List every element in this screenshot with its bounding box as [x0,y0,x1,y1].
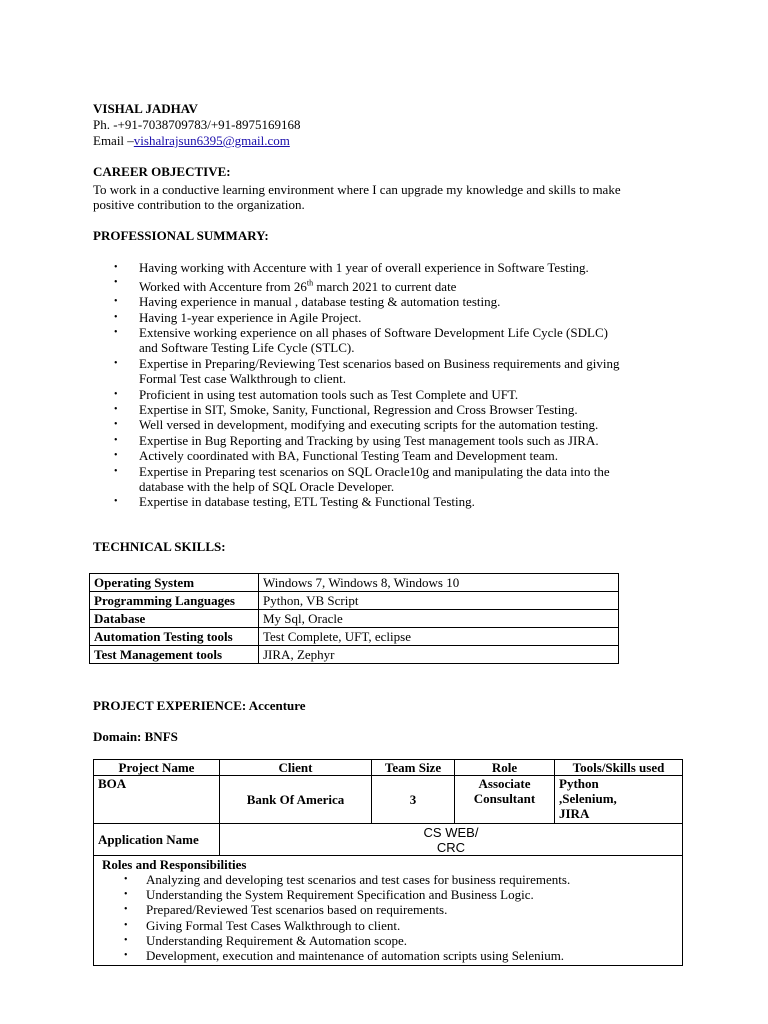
phone-line: Ph. -+91-7038709783/+91-8975169168 [93,117,301,132]
bullet-icon: • [114,326,118,338]
skill-value: Test Complete, UFT, eclipse [259,628,619,646]
summary-item: • Expertise in Preparing/Reviewing Test scenarios based on Business requirements and giving [114,355,620,371]
summary-item: • Expertise in SIT, Smoke, Sanity, Functional, Regression and Cross Browser Testing. [114,401,578,417]
email-label: Email – [93,133,134,148]
summary-item-text: Worked with Accenture from 26th march 2021 to current date [139,278,457,294]
career-objective-line-2: positive contribution to the organization. [93,197,305,212]
bullet-icon: • [114,496,118,508]
bullet-icon: • [114,465,118,477]
project-table [93,759,683,966]
candidate-name: VISHAL JADHAV [93,101,198,116]
role-line: Consultant [473,791,536,806]
table-row [90,646,619,664]
column-header: Role [455,760,555,776]
skill-value: JIRA, Zephyr [259,646,619,664]
skill-category: Database [90,610,259,628]
column-header: Tools/Skills used [555,760,683,776]
summary-item-continuation: database with the help of SQL Oracle Developer. [139,479,395,495]
professional-summary-heading: PROFESSIONAL SUMMARY: [93,228,269,243]
table-row [90,592,619,610]
application-row [94,824,683,856]
tools-line: JIRA [559,806,590,821]
bullet-icon: • [124,889,128,901]
tools-line: Python [559,776,599,791]
bullet-icon: • [124,934,128,946]
column-header: Project Name [94,760,220,776]
skill-category: Automation Testing tools [90,628,259,646]
summary-item: • Having 1-year experience in Agile Project. [114,309,362,325]
application-name-value [220,824,683,856]
bullet-icon: • [114,388,118,400]
bullet-icon: • [114,311,118,323]
roles-cell [94,856,683,966]
responsibility-item: • Development, execution and maintenance of automation scripts using Selenium. [124,948,565,964]
application-line: CRC [436,839,466,855]
responsibility-item: • Understanding the System Requirement Specification and Business Logic. [124,887,534,903]
application-name-label: Application Name [94,824,220,856]
bullet-icon: • [114,296,118,308]
technical-skills-table [89,573,619,664]
table-row [94,776,683,824]
career-objective-line-1: To work in a conductive learning environment where I can upgrade my knowledge and skills to make [93,182,621,197]
email-line [93,133,290,148]
team-size-cell: 3 [372,776,455,824]
bullet-icon: • [114,450,118,462]
bullet-icon: • [114,403,118,415]
bullet-icon: • [124,950,128,962]
table-row [90,610,619,628]
responsibility-item: • Prepared/Reviewed Test scenarios based on requirements. [124,902,448,918]
project-name-cell: BOA [94,776,220,824]
bullet-icon: • [114,419,118,431]
summary-item: • Proficient in using test automation tools such as Test Complete and UFT. [114,386,519,402]
bullet-icon: • [114,357,118,369]
responsibility-item: • Analyzing and developing test scenarios and test cases for business requirements. [124,872,571,887]
summary-item: • Having working with Accenture with 1 year of overall experience in Software Testing. [114,260,589,275]
project-experience-heading: PROJECT EXPERIENCE: Accenture [93,698,306,713]
table-row [90,628,619,646]
summary-item-continuation: and Software Testing Life Cycle (STLC). [139,340,355,356]
table-row [90,574,619,592]
skill-category: Programming Languages [90,592,259,610]
skill-value: My Sql, Oracle [259,610,619,628]
bullet-icon: • [114,434,118,446]
summary-item: • Expertise in Preparing test scenarios on SQL Oracle10g and manipulating the data into the [114,463,610,479]
bullet-icon: • [124,904,128,916]
application-line: CS WEB/ [423,824,479,840]
bullet-icon: • [124,874,128,885]
skill-category: Test Management tools [90,646,259,664]
summary-item: • Expertise in database testing, ETL Testing & Functional Testing. [114,494,475,510]
column-header: Client [220,760,372,776]
skill-category: Operating System [90,574,259,592]
email-link[interactable]: vishalrajsun6395@gmail.com [133,133,290,148]
tools-line: ,Selenium, [559,791,617,806]
column-header: Team Size [372,760,455,776]
bullet-icon: • [114,262,118,273]
summary-item: • Having experience in manual , database testing & automation testing. [114,294,501,310]
bullet-icon: • [124,919,128,931]
role-line: Associate [478,776,531,791]
skill-value: Windows 7, Windows 8, Windows 10 [259,574,619,592]
tools-cell [555,776,683,824]
skill-value: Python, VB Script [259,592,619,610]
summary-list [110,260,619,510]
summary-item: • Well versed in development, modifying and executing scripts for the automation testing. [114,417,599,433]
domain-line: Domain: BNFS [93,729,178,744]
client-cell: Bank Of America [220,776,372,824]
technical-skills-heading: TECHNICAL SKILLS: [93,539,226,554]
bullet-icon: • [114,277,118,289]
summary-item: • Expertise in Bug Reporting and Tracking by using Test management tools such as JIRA. [114,432,599,448]
responsibility-item: • Understanding Requirement & Automation scope. [124,932,408,948]
summary-item [110,275,619,294]
table-header-row [94,760,683,776]
responsibility-item: • Giving Formal Test Cases Walkthrough to client. [124,917,401,933]
summary-item: • Actively coordinated with BA, Functional Testing Team and Development team. [114,448,559,464]
roles-row [94,856,683,966]
career-objective-heading: CAREER OBJECTIVE: [93,164,231,179]
summary-item: • Extensive working experience on all phases of Software Development Life Cycle (SDLC) [114,324,608,340]
summary-item-continuation: Formal Test case Walkthrough to client. [139,371,346,387]
role-cell [455,776,555,824]
roles-heading: Roles and Responsibilities [102,857,247,872]
